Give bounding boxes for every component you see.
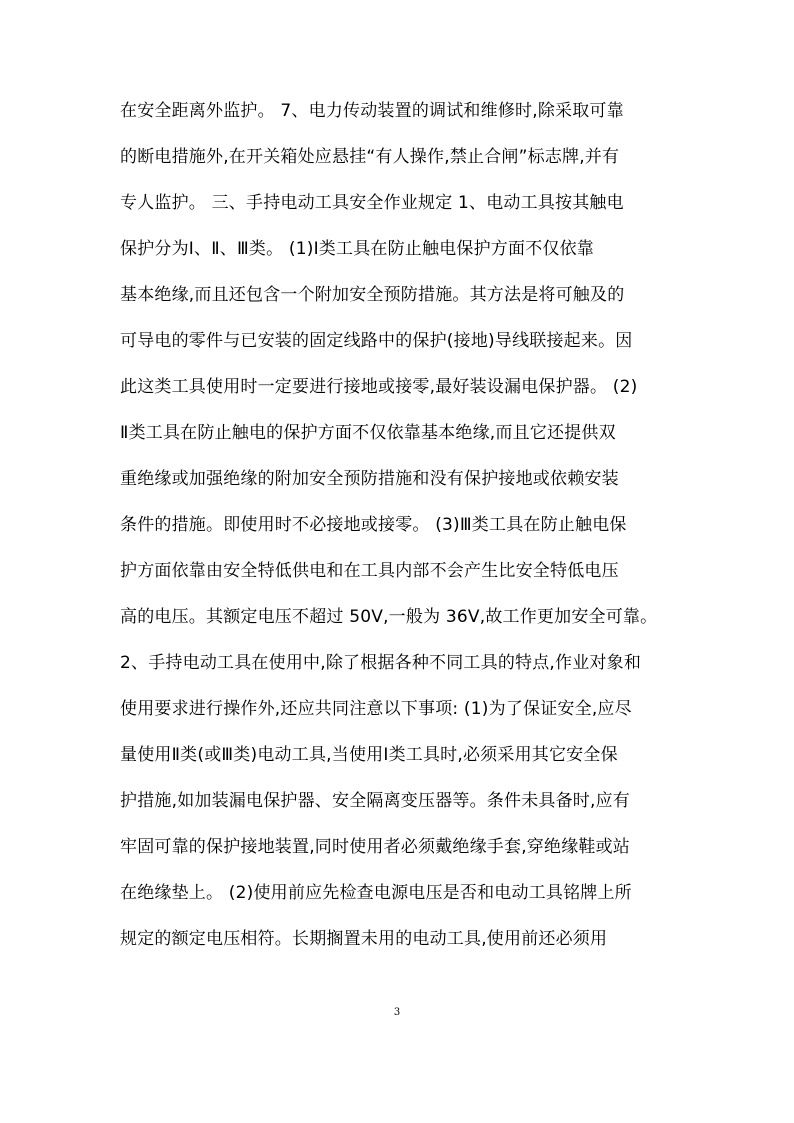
text-line: 在绝缘垫上。 (2)使用前应先检查电源电压是否和电动工具铭牌上所: [120, 883, 632, 903]
text-line: 的断电措施外,在开关箱处应悬挂“有人操作,禁止合闸”标志牌,并有: [120, 147, 620, 167]
text-line: 2、手持电动工具在使用中,除了根据各种不同工具的特点,作业对象和: [120, 653, 642, 673]
text-line: 高的电压。其额定电压不超过 50V,一般为 36V,故工作更加安全可靠。: [120, 607, 658, 627]
text-line: 此这类工具使用时一定要进行接地或接零,最好装设漏电保护器。 (2): [120, 377, 638, 397]
page-number: 3: [393, 1007, 401, 1018]
text-line: 可导电的零件与已安装的固定线路中的保护(接地)导线联接起来。因: [120, 331, 633, 351]
text-line: 使用要求进行操作外,还应共同注意以下事项: (1)为了保证安全,应尽: [120, 699, 632, 719]
text-line: 牢固可靠的保护接地装置,同时使用者必须戴绝缘手套,穿绝缘鞋或站: [120, 837, 631, 857]
text-line: Ⅱ类工具在防止触电的保护方面不仅依靠基本绝缘,而且它还提供双: [120, 423, 616, 443]
text-line: 在安全距离外监护。 7、电力传动装置的调试和维修时,除采取可靠: [120, 101, 624, 121]
text-line: 基本绝缘,而且还包含一个附加安全预防措施。其方法是将可触及的: [120, 285, 625, 305]
text-line: 规定的额定电压相符。长期搁置未用的电动工具,使用前还必须用: [120, 929, 608, 949]
text-line: 护方面依靠由安全特低供电和在工具内部不会产生比安全特低电压: [120, 561, 619, 581]
text-line: 保护分为Ⅰ、Ⅱ、Ⅲ类。 (1)Ⅰ类工具在防止触电保护方面不仅依靠: [120, 239, 594, 259]
text-line: 护措施,如加装漏电保护器、安全隔离变压器等。条件未具备时,应有: [120, 791, 631, 811]
text-line: 量使用Ⅱ类(或Ⅲ类)电动工具,当使用Ⅰ类工具时,必须采用其它安全保: [120, 745, 618, 765]
text-line: 专人监护。 三、手持电动工具安全作业规定 1、电动工具按其触电: [120, 193, 624, 213]
text-line: 重绝缘或加强绝缘的附加安全预防措施和没有保护接地或依赖安装: [120, 469, 619, 489]
text-line: 条件的措施。即使用时不必接地或接零。 (3)Ⅲ类工具在防止触电保: [120, 515, 627, 535]
body-text: [120, 88, 680, 962]
